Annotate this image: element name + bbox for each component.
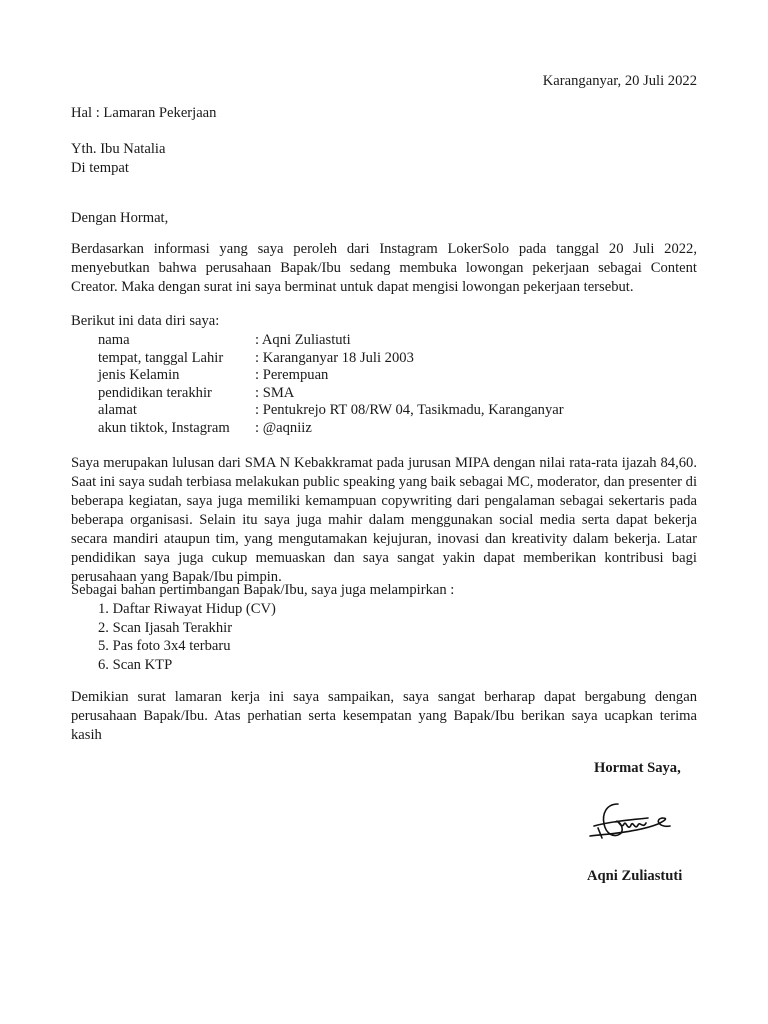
biodata-value: : Pentukrejo RT 08/RW 04, Tasikmadu, Karanganyar — [255, 402, 564, 418]
letter-subject: Hal : Lamaran Pekerjaan — [71, 105, 217, 121]
biodata-row — [71, 349, 697, 367]
biodata-value: : Karanganyar 18 Juli 2003 — [255, 349, 414, 366]
biodata-label: tempat, tanggal Lahir — [98, 349, 224, 366]
biodata-row — [71, 419, 697, 437]
attachments-block — [71, 581, 454, 674]
biodata-label: nama — [98, 332, 130, 348]
attachments-intro: Sebagai bahan pertimbangan Bapak/Ibu, saya juga melampirkan : — [71, 582, 455, 598]
recipient-block — [71, 140, 165, 178]
signer-name: Aqni Zuliastuti — [587, 868, 683, 884]
attachment-item: 5. Pas foto 3x4 terbaru — [98, 638, 231, 654]
biodata-label: jenis Kelamin — [98, 367, 180, 383]
attachment-item: 6. Scan KTP — [98, 656, 173, 673]
recipient-name: Yth. Ibu Natalia — [71, 141, 166, 157]
biodata-row — [71, 384, 697, 402]
biodata-value: : @aqniiz — [255, 419, 312, 436]
closing-salutation: Hormat Saya, — [594, 760, 681, 776]
signature-image — [588, 798, 678, 846]
biodata-value: : Aqni Zuliastuti — [255, 332, 351, 348]
closing-paragraph: Demikian surat lamaran kerja ini saya sampaikan, saya sangat berharap dapat bergabung dengan perusahaan Bapak/Ibu. Atas perhatian serta kesempatan yang Bapak/Ibu berikan saya ucapkan terima kasih — [71, 689, 697, 743]
biodata-block — [71, 312, 697, 436]
biodata-label: pendidikan terakhir — [98, 384, 212, 401]
biodata-value: : SMA — [255, 384, 295, 401]
biodata-value: : Perempuan — [255, 367, 329, 383]
biodata-row — [71, 401, 697, 419]
biodata-row — [71, 366, 697, 384]
biodata-label: alamat — [98, 402, 137, 418]
attachment-item: 1. Daftar Riwayat Hidup (CV) — [98, 601, 276, 617]
recipient-location: Di tempat — [71, 160, 129, 176]
qualifications-paragraph: Saya merupakan lulusan dari SMA N Kebakkramat pada jurusan MIPA dengan nilai rata-rata ijazah 84,60. Saat ini saya sudah terbiasa melakukan public speaking yang baik sebagai MC, moderator, dan presenter di beberapa kegiatan, saya juga memiliki kemampuan copywriting dari pengalaman sebagai sekertaris pada beberapa organisasi. Selain itu saya juga mahir dalam menggunakan social media serta dapat bekerja secara mandiri ataupun tim, yang mengutamakan kejujuran, inovasi dan kreativity dalam bekerja. Latar pendidikan saya juga cukup memuaskan dan saya sangat yakin dapat memberikan kontribusi bagi perusahaan yang Bapak/Ibu pimpin. — [71, 455, 697, 585]
salutation: Dengan Hormat, — [71, 210, 169, 226]
biodata-row — [71, 331, 697, 349]
biodata-intro: Berikut ini data diri saya: — [71, 313, 220, 329]
intro-paragraph: Berdasarkan informasi yang saya peroleh dari Instagram LokerSolo pada tanggal 20 Juli 2022, menyebutkan bahwa perusahaan Bapak/Ibu sedang membuka lowongan pekerjaan sebagai Content Creator. Maka dengan surat ini saya berminat untuk dapat mengisi lowongan pekerjaan tersebut. — [71, 241, 697, 295]
attachment-item: 2. Scan Ijasah Terakhir — [98, 619, 233, 636]
biodata-label: akun tiktok, Instagram — [98, 419, 230, 436]
place-date: Karanganyar, 20 Juli 2022 — [542, 73, 697, 89]
